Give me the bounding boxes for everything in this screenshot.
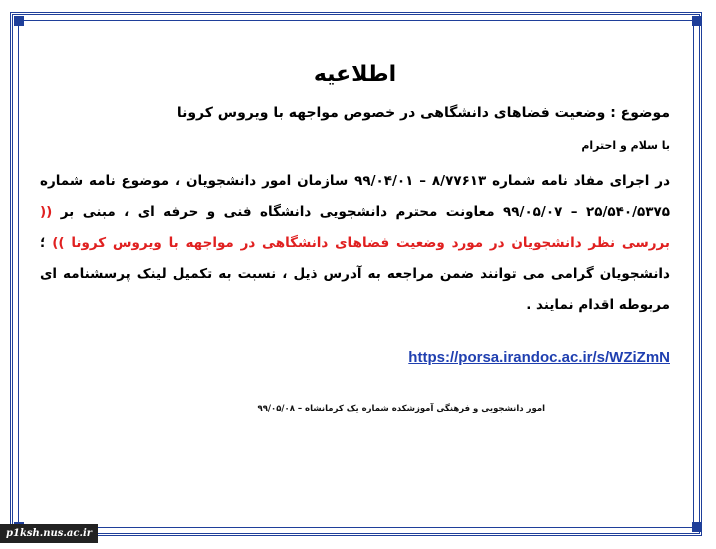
corner-ornament (692, 522, 702, 532)
notice-body (40, 166, 670, 321)
notice-greeting: با سلام و احترام (581, 139, 670, 152)
body-text-part2: ؛ دانشجویان گرامی می توانند ضمن مراجعه به آدرس ذیل ، نسبت به تکمیل لینک پرسشنامه ای مربوطه اقدام نمایند . (40, 235, 670, 313)
corner-ornament (14, 16, 24, 26)
survey-link[interactable]: https://porsa.irandoc.ac.ir/s/WZiZmN (408, 349, 670, 366)
body-text-part1: در اجرای مفاد نامه شماره ۸/۷۷۶۱۳ – ۹۹/۰۴/۰۱ سازمان امور دانشجویان ، موضوع نامه شماره ۲۵/۵۴۰/۵۳۷۵ – ۹۹/۰۵/۰۷ معاونت محترم دانشجویی دانشگاه فنی و حرفه ای ، مبنی بر (40, 173, 671, 220)
body-highlight: (( بررسی نظر دانشجویان در مورد وضعیت فضاهای دانشگاهی در مواجهه با ویروس کرونا )) (40, 204, 670, 251)
notice-footer: امور دانشجویی و فرهنگی آموزشکده شماره یک کرمانشاه – ۹۹/۰۵/۰۸ (257, 404, 545, 414)
corner-ornament (692, 16, 702, 26)
notice-title: اطلاعیه (313, 62, 397, 87)
notice-content (40, 50, 670, 366)
notice-subject: موضوع : وضعیت فضاهای دانشگاهی در خصوص مواجهه با ویروس کرونا (176, 105, 670, 121)
site-watermark: p1ksh.nus.ac.ir (0, 524, 98, 543)
